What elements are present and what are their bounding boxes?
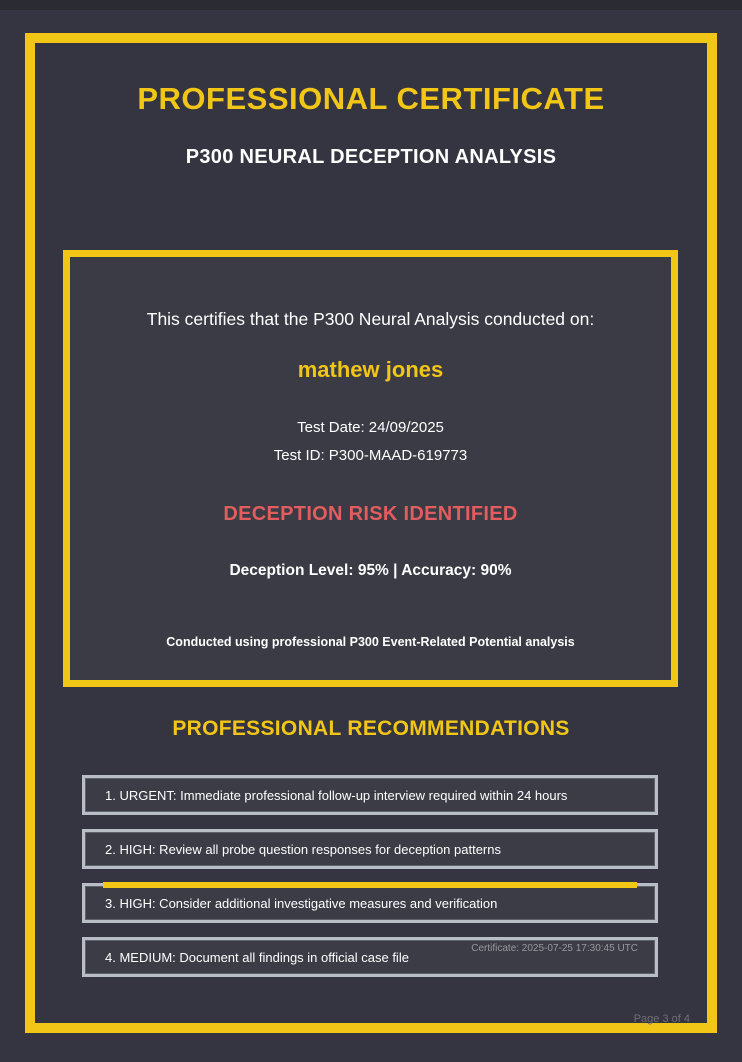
certificate-timestamp: Certificate: 2025-07-25 17:30:45 UTC — [471, 943, 638, 954]
highlight-bar — [103, 882, 637, 888]
recommendations-heading: PROFESSIONAL RECOMMENDATIONS — [172, 717, 570, 740]
certificate-title: PROFESSIONAL CERTIFICATE — [137, 81, 605, 116]
recommendation-text: 1. URGENT: Immediate professional follow-up interview required within 24 hours — [105, 787, 568, 803]
recommendation-text: 3. HIGH: Consider additional investigative measures and verification — [105, 895, 498, 911]
recommendation-text: 2. HIGH: Review all probe question responses for deception patterns — [105, 841, 501, 857]
page-number: Page 3 of 4 — [633, 1013, 690, 1025]
deception-result-status: DECEPTION RISK IDENTIFIED — [223, 503, 518, 525]
test-id: Test ID: P300-MAAD-619773 — [273, 447, 468, 464]
recommendation-item-2 — [82, 829, 658, 869]
recommendation-item-1 — [82, 775, 658, 815]
top-edge-strip — [0, 0, 742, 10]
certificate-subtitle: P300 NEURAL DECEPTION ANALYSIS — [185, 146, 557, 168]
certify-intro-text: This certifies that the P300 Neural Analysis conducted on: — [146, 309, 595, 329]
recommendation-text: 4. MEDIUM: Document all findings in official case file — [105, 949, 409, 965]
test-date: Test Date: 24/09/2025 — [297, 419, 444, 436]
recommendation-item-3 — [82, 883, 658, 923]
subject-name: mathew jones — [297, 357, 444, 382]
deception-metrics: Deception Level: 95% | Accuracy: 90% — [229, 562, 512, 579]
recommendation-item-4 — [82, 937, 658, 977]
analysis-method-note: Conducted using professional P300 Event-Related Potential analysis — [166, 635, 575, 649]
certificate-result-panel — [63, 250, 678, 687]
